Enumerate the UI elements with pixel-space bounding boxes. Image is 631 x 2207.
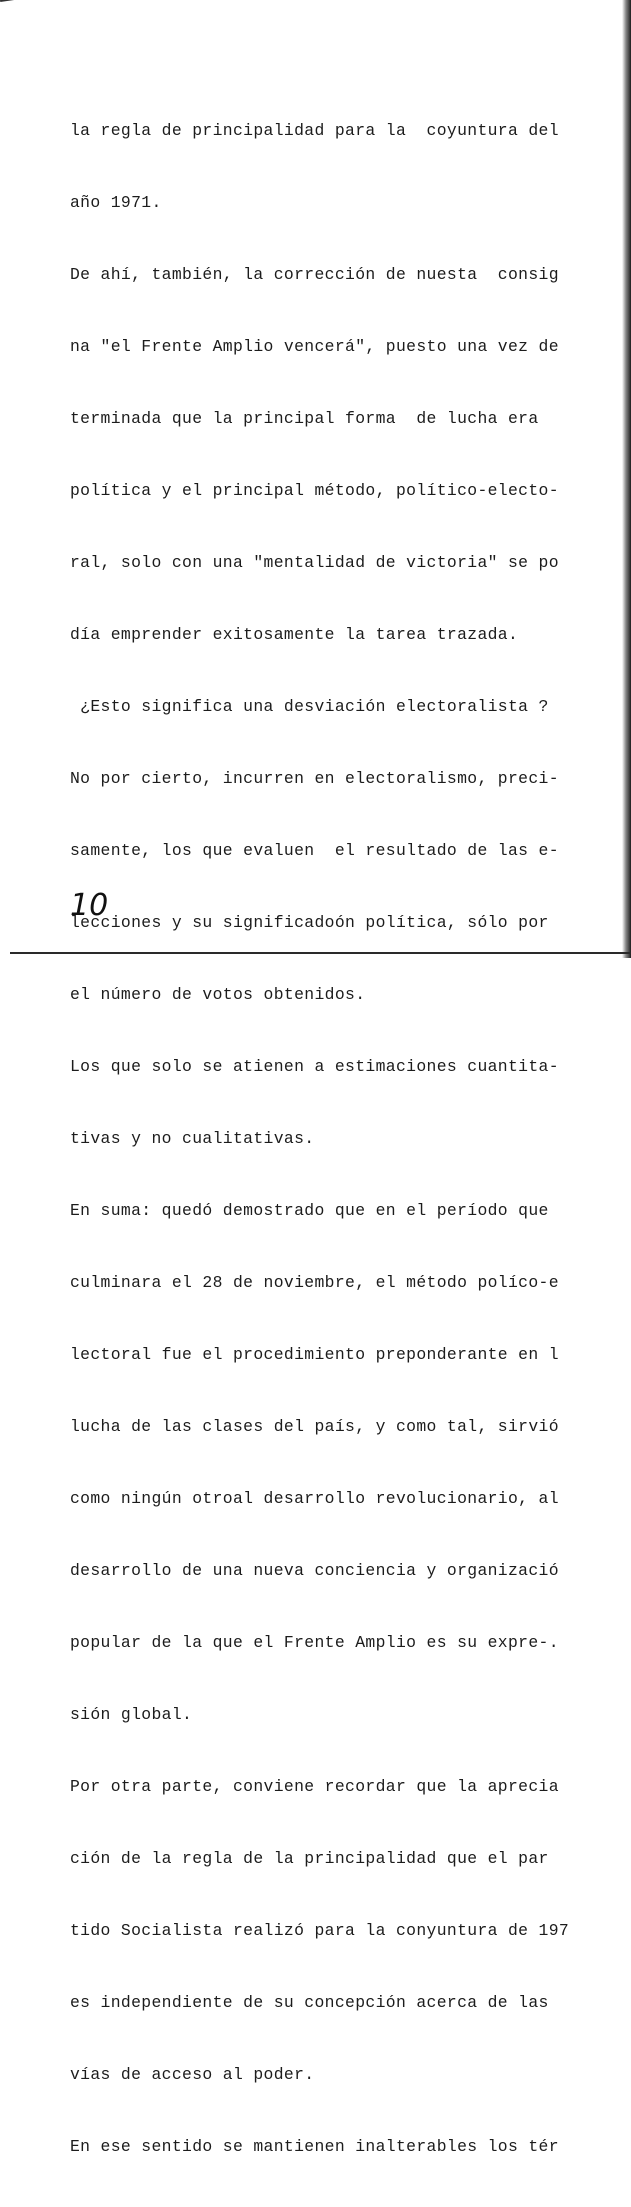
- text-line: como ningún otroal desarrollo revolucionario, al: [70, 1489, 559, 1508]
- text-line: lucha de las clases del país, y como tal, sirvió: [70, 1417, 559, 1436]
- text-line: popular de la que el Frente Amplio es su expre-.: [70, 1633, 559, 1652]
- text-line: na "el Frente Amplio vencerá", puesto una vez de: [70, 337, 559, 356]
- text-line: es independiente de su concepción acerca de las: [70, 1993, 549, 2012]
- text-line: tivas y no cualitativas.: [70, 1129, 315, 1148]
- text-line: política y el principal método, político-electo-: [70, 481, 559, 500]
- text-line: lecciones y su significadoón política, sólo por: [70, 913, 549, 932]
- text-line: año 1971.: [70, 193, 162, 212]
- text-line: En ese sentido se mantienen inalterables los tér: [70, 2137, 559, 2156]
- text-line: lectoral fue el procedimiento preponderante en l: [70, 1345, 559, 1364]
- text-line: terminada que la principal forma de lucha era: [70, 409, 539, 428]
- text-line: En suma: quedó demostrado que en el período que: [70, 1201, 549, 1220]
- text-line: el número de votos obtenidos.: [70, 985, 366, 1004]
- text-line: la regla de principalidad para la coyuntura del: [70, 121, 559, 140]
- bottom-rule: [10, 952, 631, 954]
- text-line: día emprender exitosamente la tarea trazada.: [70, 625, 519, 644]
- body-text: [70, 71, 618, 2207]
- text-line: culminara el 28 de noviembre, el método políco-e: [70, 1273, 559, 1292]
- text-line: vías de acceso al poder.: [70, 2065, 315, 2084]
- corner-mark: [0, 0, 15, 5]
- text-line: sión global.: [70, 1705, 193, 1724]
- text-line: desarrollo de una nueva conciencia y organizació: [70, 1561, 559, 1580]
- text-line: Los que solo se atienen a estimaciones cuantita-: [70, 1057, 559, 1076]
- text-line: tido Socialista realizó para la conyuntura de 197: [70, 1921, 570, 1940]
- text-line: Por otra parte, conviene recordar que la aprecia: [70, 1777, 559, 1796]
- text-line: De ahí, también, la corrección de nuesta consig: [70, 265, 559, 284]
- text-line: ción de la regla de la principalidad que el par: [70, 1849, 549, 1868]
- page-number: 10: [70, 888, 109, 923]
- text-line: samente, los que evaluen el resultado de las e-: [70, 841, 559, 860]
- page-edge-shadow: [622, 0, 631, 958]
- text-line: ral, solo con una "mentalidad de victoria" se po: [70, 553, 559, 572]
- text-line: ¿Esto significa una desviación electoralista ?: [70, 697, 549, 716]
- text-line: No por cierto, incurren en electoralismo, preci-: [70, 769, 559, 788]
